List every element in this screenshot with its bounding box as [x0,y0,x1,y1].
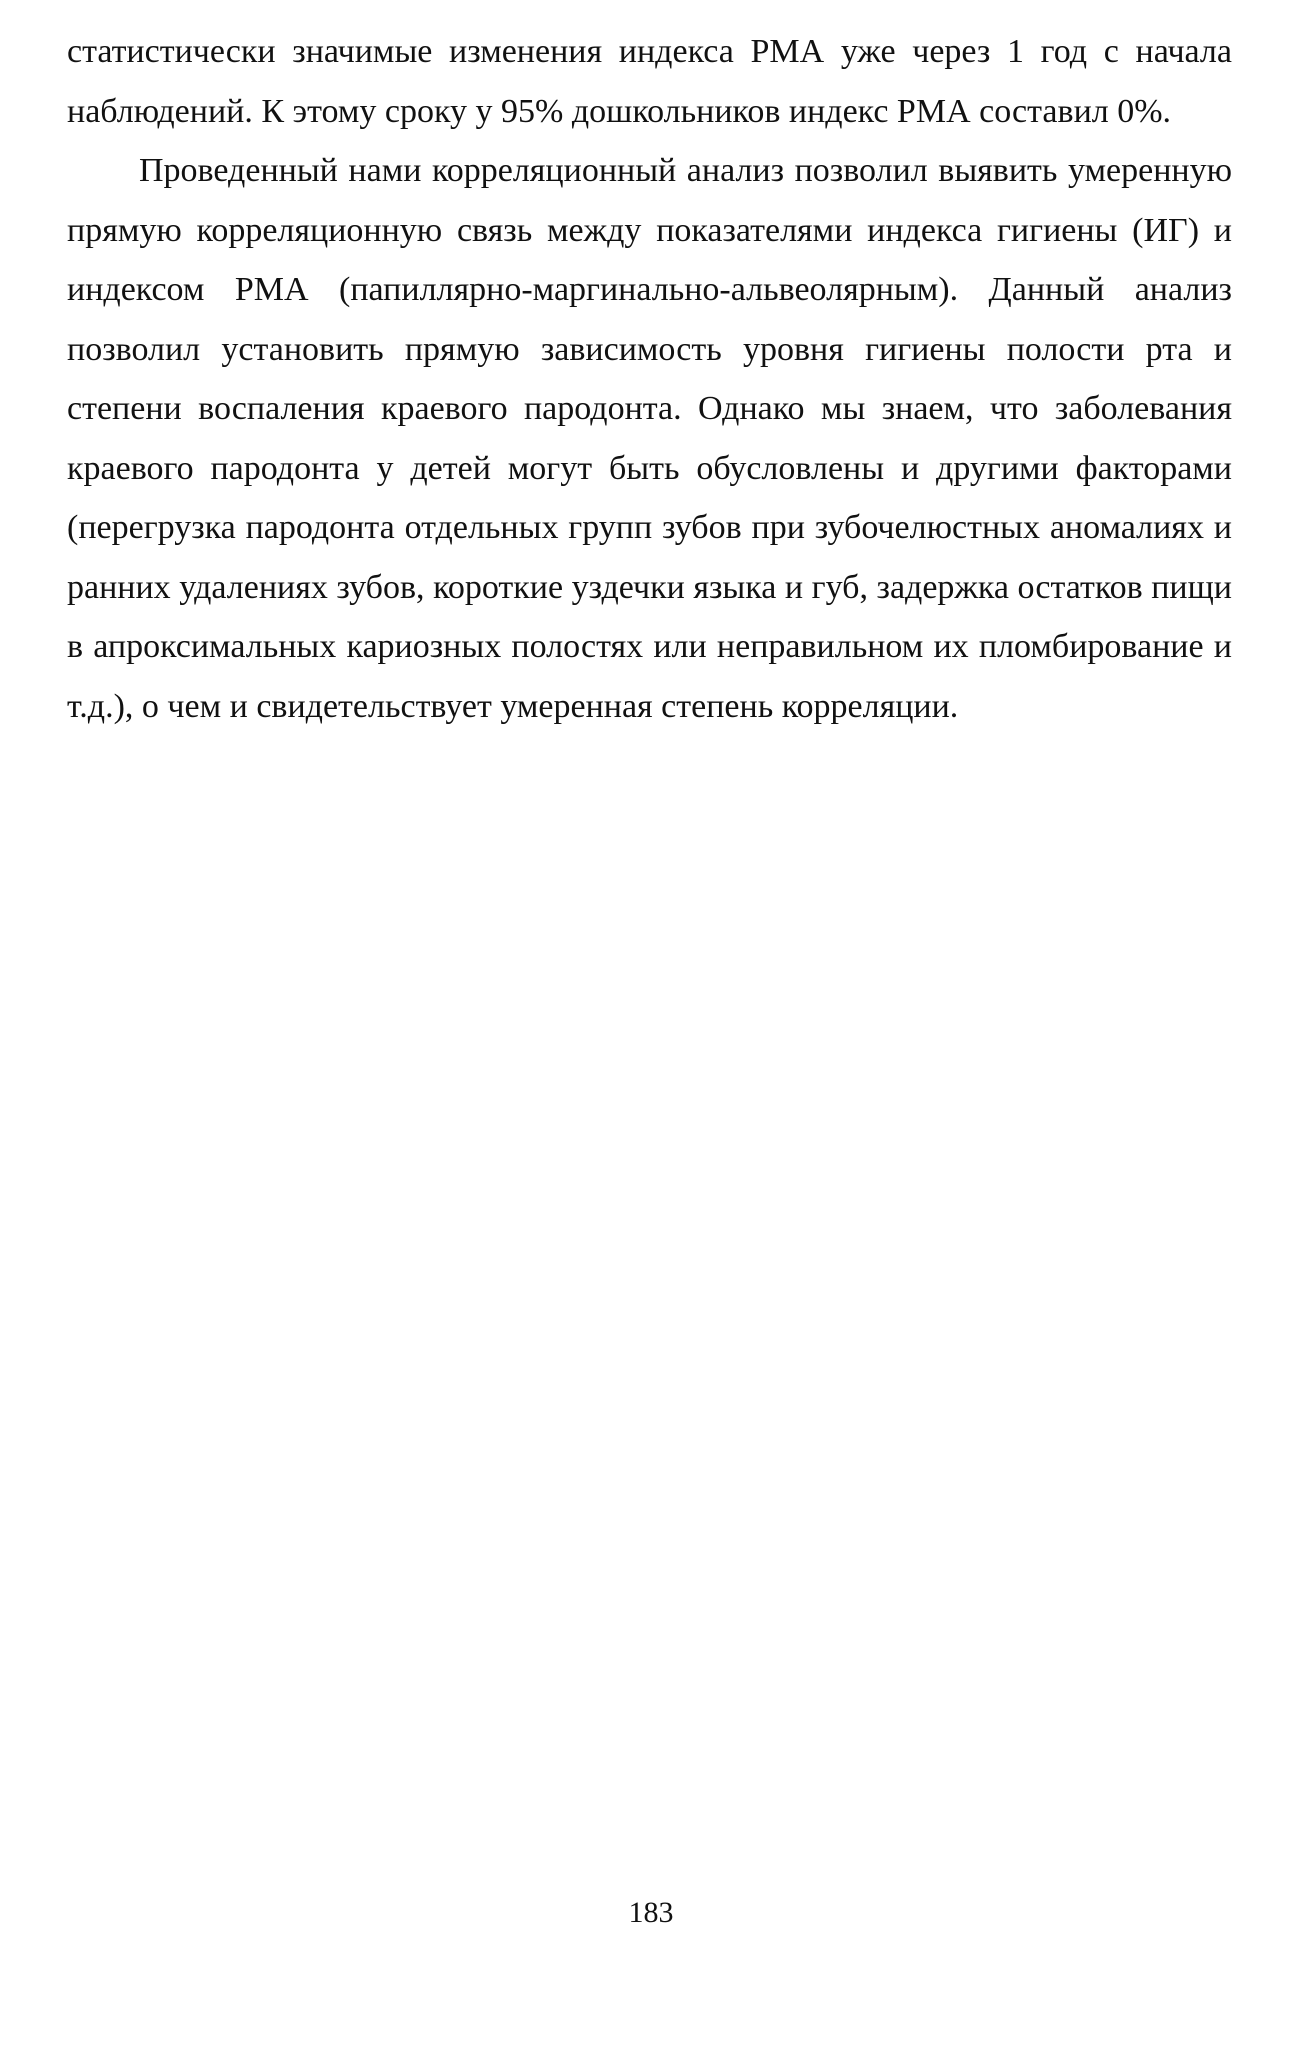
paragraph-continuation: статистически значимые изменения индекса РМА уже через 1 год с начала наблюдений. К этому сроку у 95% дошкольников индекс РМА составил 0%. [67,33,1232,130]
paragraph-correlation-analysis: Проведенный нами корреляционный анализ позволил выявить умеренную прямую корреляционную связь между показателями индекса гигиены (ИГ) и индексом РМА (папиллярно-маргинально-альвеолярным). Данный анализ позволил установить прямую зависимость уровня гигиены полости рта и степени воспаления краевого пародонта. Однако мы знаем, что заболевания краевого пародонта у детей могут быть обусловлены и другими факторами (перегрузка пародонта отдельных групп зубов при зубочелюстных аномалиях и ранних удалениях зубов, короткие уздечки языка и губ, задержка остатков пищи в апроксимальных кариозных полостях или неправильном их пломбирование и т.д.), о чем и свидетельствует умеренная степень корреляции. [67,152,1232,725]
body-text [67,22,1232,736]
page-number: 183 [628,1896,674,1929]
